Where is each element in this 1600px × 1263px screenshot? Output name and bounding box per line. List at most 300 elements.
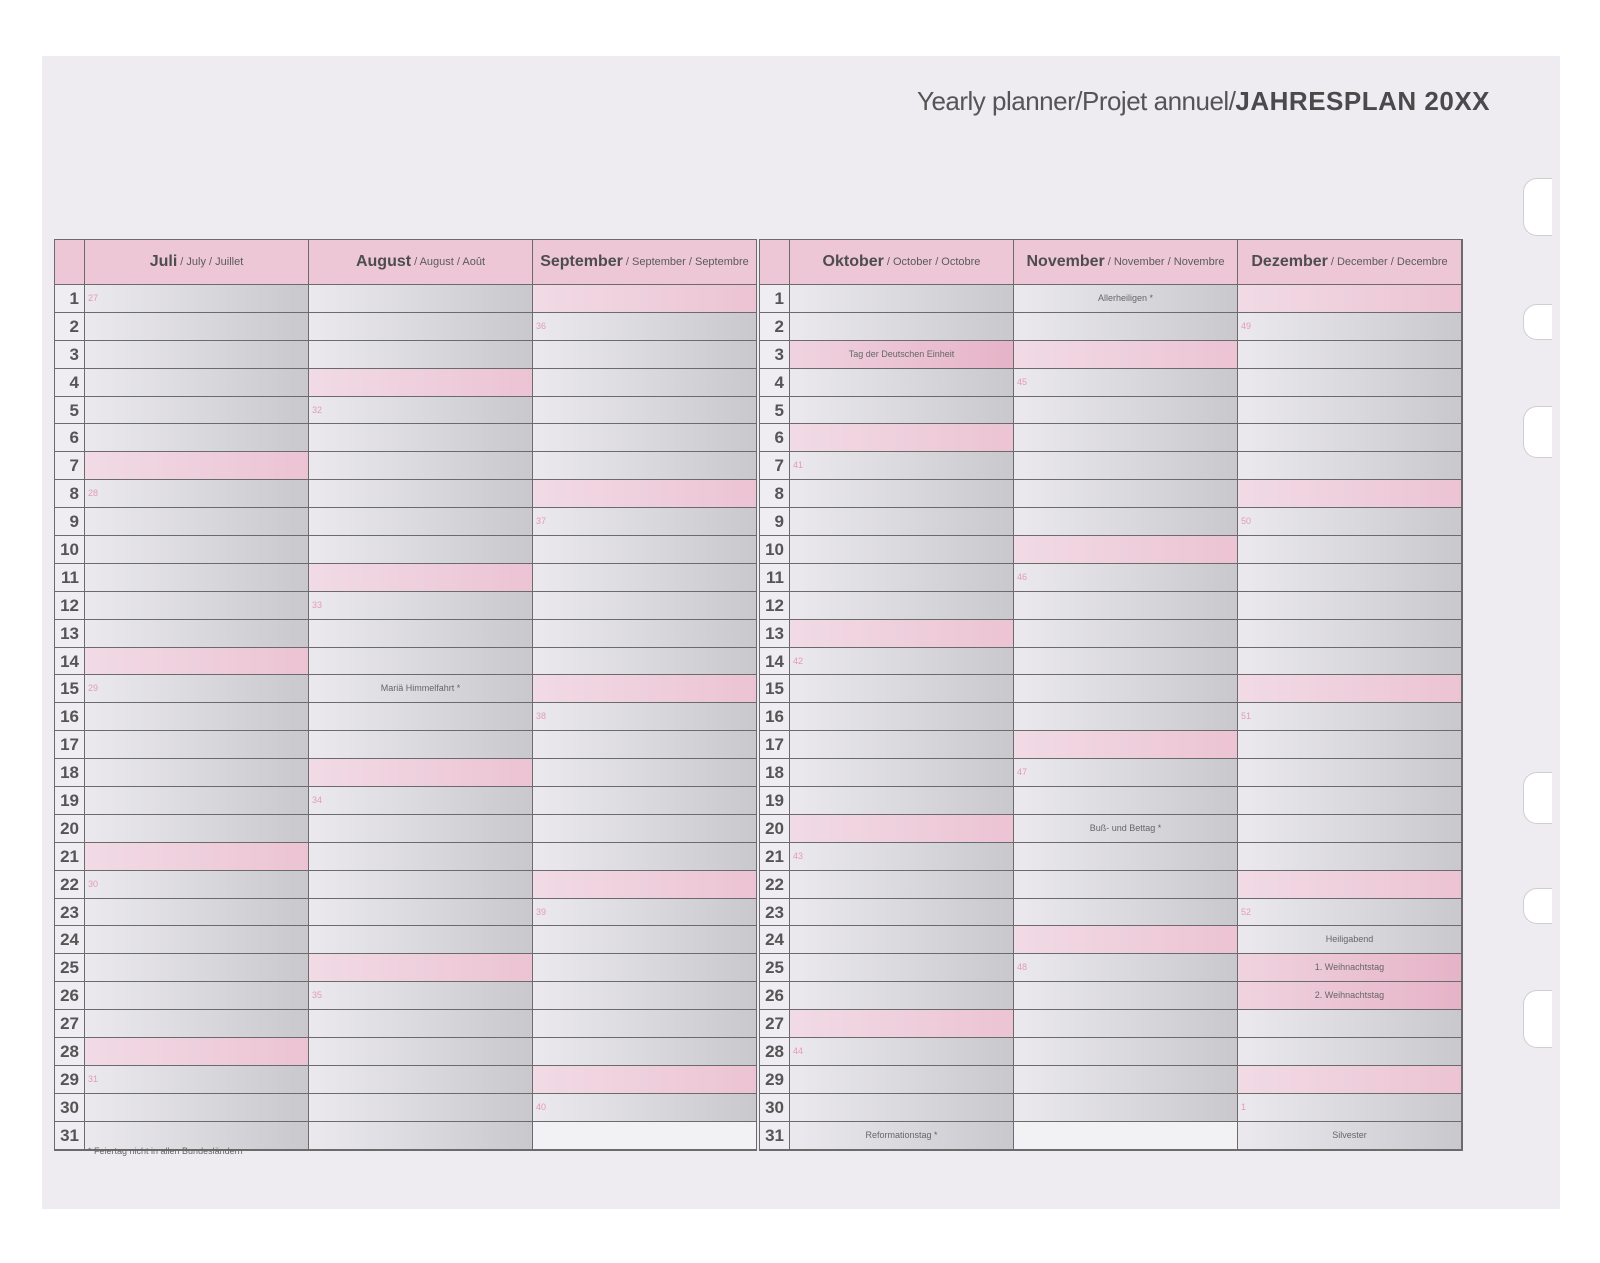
day-cell[interactable] [85,313,309,341]
day-cell[interactable] [1238,1038,1462,1066]
week-number: 50 [1241,516,1252,527]
day-number: 27 [55,1010,85,1038]
day-number: 5 [55,397,85,425]
day-number: 15 [55,675,85,703]
day-cell[interactable] [790,564,1014,592]
day-number: 7 [55,452,85,480]
day-cell[interactable] [309,899,533,927]
day-number: 25 [55,954,85,982]
day-cell[interactable] [85,648,309,676]
week-number: 46 [1017,571,1028,582]
day-cell[interactable] [1238,424,1462,452]
day-cell[interactable] [85,620,309,648]
day-number: 6 [760,424,790,452]
holiday-label: Mariä Himmelfahrt * [380,683,461,694]
day-number: 21 [55,843,85,871]
day-cell[interactable] [85,815,309,843]
day-number: 4 [760,369,790,397]
day-cell[interactable] [309,620,533,648]
day-number: 13 [760,620,790,648]
day-number: 23 [760,899,790,927]
day-cell [533,1122,757,1150]
day-cell[interactable] [790,369,1014,397]
page-title [917,86,1490,117]
day-number: 24 [55,926,85,954]
binder-hole [1523,304,1552,340]
day-cell[interactable] [1014,871,1238,899]
month-name: November [1026,253,1105,270]
day-cell[interactable] [790,592,1014,620]
day-cell[interactable] [85,954,309,982]
binder-hole [1523,888,1552,924]
day-cell[interactable] [533,313,757,341]
day-cell[interactable] [533,787,757,815]
week-number: 49 [1241,320,1252,331]
day-cell[interactable] [1238,899,1462,927]
week-number: 51 [1241,711,1252,722]
day-cell[interactable] [85,480,309,508]
day-number: 5 [760,397,790,425]
day-cell[interactable] [85,1066,309,1094]
day-number: 19 [55,787,85,815]
day-cell[interactable] [1238,815,1462,843]
day-cell[interactable] [1238,675,1462,703]
day-cell[interactable] [1014,536,1238,564]
day-cell[interactable] [1238,1094,1462,1122]
day-cell[interactable] [533,899,757,927]
binder-hole [1523,772,1552,824]
week-number: 52 [1241,906,1252,917]
day-cell[interactable] [790,508,1014,536]
day-cell[interactable] [1238,648,1462,676]
day-cell[interactable] [790,731,1014,759]
day-cell[interactable] [309,1066,533,1094]
day-cell[interactable] [1014,480,1238,508]
day-cell[interactable] [1014,954,1238,982]
month-header [790,240,1014,285]
day-cell[interactable] [309,341,533,369]
day-cell[interactable] [1238,452,1462,480]
day-cell[interactable] [1238,843,1462,871]
day-cell[interactable] [1014,564,1238,592]
day-cell[interactable] [1014,899,1238,927]
day-cell[interactable] [309,787,533,815]
day-number: 22 [55,871,85,899]
day-cell[interactable] [85,285,309,313]
day-cell[interactable] [533,397,757,425]
planner-sheet [42,56,1560,1209]
day-cell[interactable] [533,285,757,313]
day-cell[interactable] [790,787,1014,815]
month-header [1014,240,1238,285]
day-cell[interactable] [1238,313,1462,341]
day-cell[interactable] [1238,508,1462,536]
day-cell[interactable] [309,397,533,425]
day-cell[interactable] [533,815,757,843]
day-number: 30 [760,1094,790,1122]
week-number: 30 [88,878,99,889]
day-cell[interactable] [1014,1094,1238,1122]
day-number: 17 [760,731,790,759]
day-number: 18 [55,759,85,787]
day-cell[interactable] [533,452,757,480]
month-name: September [540,253,623,270]
day-number: 8 [55,480,85,508]
day-cell[interactable] [1014,703,1238,731]
month-translation: / August / Août [414,256,486,268]
day-cell[interactable] [533,564,757,592]
day-cell[interactable] [533,648,757,676]
day-cell[interactable] [790,1066,1014,1094]
day-number: 31 [760,1122,790,1150]
week-number: 43 [793,850,804,861]
day-cell[interactable] [1238,787,1462,815]
day-cell[interactable] [1238,397,1462,425]
day-cell[interactable] [790,1010,1014,1038]
day-number: 19 [760,787,790,815]
day-cell[interactable] [309,369,533,397]
day-cell[interactable] [309,648,533,676]
day-number: 18 [760,759,790,787]
day-cell[interactable] [309,424,533,452]
day-cell[interactable] [790,620,1014,648]
day-cell[interactable] [1238,536,1462,564]
day-cell[interactable] [790,843,1014,871]
day-cell[interactable] [309,1122,533,1150]
day-cell[interactable] [85,564,309,592]
day-cell[interactable] [309,313,533,341]
day-cell[interactable] [1238,369,1462,397]
day-cell[interactable] [1014,369,1238,397]
week-number: 35 [312,990,323,1001]
day-cell[interactable] [1238,341,1462,369]
day-number: 11 [760,564,790,592]
day-number: 28 [760,1038,790,1066]
day-cell[interactable] [1238,1066,1462,1094]
day-cell[interactable] [1014,397,1238,425]
week-number: 42 [793,655,804,666]
calendar-half-left [54,239,757,1151]
day-cell[interactable] [309,731,533,759]
day-cell[interactable] [1238,620,1462,648]
day-cell[interactable] [1014,341,1238,369]
day-cell[interactable] [1014,508,1238,536]
day-cell[interactable] [533,926,757,954]
day-number: 14 [760,648,790,676]
day-cell[interactable] [790,982,1014,1010]
day-cell[interactable] [1014,1038,1238,1066]
day-cell[interactable] [790,452,1014,480]
day-cell[interactable] [533,675,757,703]
day-number: 16 [55,703,85,731]
day-cell[interactable] [309,703,533,731]
day-cell[interactable] [1014,759,1238,787]
day-cell[interactable] [1014,424,1238,452]
day-cell[interactable] [85,1038,309,1066]
day-cell[interactable] [85,508,309,536]
week-number: 32 [312,404,323,415]
day-cell[interactable] [309,285,533,313]
week-number: 47 [1017,767,1028,778]
day-cell[interactable] [309,564,533,592]
day-cell[interactable] [85,843,309,871]
day-cell[interactable] [1238,1010,1462,1038]
day-cell[interactable] [1014,648,1238,676]
day-cell[interactable] [790,703,1014,731]
day-cell[interactable] [1014,982,1238,1010]
day-cell[interactable] [533,480,757,508]
day-cell[interactable] [1238,703,1462,731]
day-cell[interactable] [533,1010,757,1038]
day-cell[interactable] [309,843,533,871]
day-number: 4 [55,369,85,397]
day-number: 3 [55,341,85,369]
week-number: 41 [793,460,804,471]
day-cell[interactable] [1238,564,1462,592]
day-cell[interactable] [85,1010,309,1038]
day-cell[interactable] [790,1038,1014,1066]
week-number: 37 [536,516,547,527]
day-cell[interactable] [790,341,1014,369]
week-number: 29 [88,683,99,694]
day-cell[interactable] [85,982,309,1010]
day-cell[interactable] [1014,313,1238,341]
day-cell[interactable] [309,508,533,536]
day-cell[interactable] [533,536,757,564]
day-cell[interactable] [85,926,309,954]
day-cell [1014,1122,1238,1150]
week-number: 36 [536,320,547,331]
day-cell[interactable] [533,703,757,731]
day-cell[interactable] [790,899,1014,927]
day-number: 9 [55,508,85,536]
day-cell[interactable] [533,954,757,982]
day-number: 16 [760,703,790,731]
holiday-label: Allerheiligen * [1097,293,1154,303]
day-cell[interactable] [85,675,309,703]
day-cell[interactable] [309,954,533,982]
day-cell[interactable] [85,899,309,927]
day-number: 29 [55,1066,85,1094]
day-cell[interactable] [533,592,757,620]
day-cell[interactable] [790,648,1014,676]
day-cell[interactable] [85,341,309,369]
month-name: Juli [149,253,178,270]
day-number: 24 [760,926,790,954]
day-number: 27 [760,1010,790,1038]
calendar-half-right [759,239,1463,1151]
day-cell[interactable] [309,1094,533,1122]
day-cell[interactable] [1238,759,1462,787]
day-cell[interactable] [309,871,533,899]
week-number: 38 [536,711,547,722]
day-number: 25 [760,954,790,982]
binder-hole [1523,178,1552,236]
holiday-label: Silvester [1332,1129,1367,1140]
month-translation: / July / Juillet [180,256,244,268]
week-number: 45 [1017,376,1028,387]
day-cell[interactable] [533,871,757,899]
day-cell[interactable] [533,620,757,648]
day-number: 2 [55,313,85,341]
day-cell[interactable] [533,843,757,871]
day-cell[interactable] [85,369,309,397]
day-cell[interactable] [1238,285,1462,313]
day-cell[interactable] [309,675,533,703]
day-cell[interactable] [1238,1122,1462,1150]
month-translation: / November / Novembre [1107,256,1225,268]
day-number: 6 [55,424,85,452]
week-number: 33 [312,599,323,610]
day-cell[interactable] [790,313,1014,341]
holiday-label: 1. Weihnachtstag [1314,962,1385,973]
month-name: August [355,253,412,270]
week-number: 34 [312,795,323,806]
day-cell[interactable] [309,1010,533,1038]
day-number: 9 [760,508,790,536]
day-cell[interactable] [533,759,757,787]
day-cell[interactable] [85,871,309,899]
day-number: 11 [55,564,85,592]
day-cell[interactable] [790,285,1014,313]
month-header [533,240,757,285]
day-cell[interactable] [1238,731,1462,759]
binder-hole [1523,990,1552,1048]
day-cell[interactable] [1014,731,1238,759]
holiday-label: Tag der Deutschen Einheit [848,348,955,359]
day-cell[interactable] [790,1122,1014,1150]
day-cell[interactable] [85,536,309,564]
day-cell[interactable] [1014,675,1238,703]
day-cell[interactable] [309,982,533,1010]
day-cell[interactable] [1238,954,1462,982]
day-number: 12 [55,592,85,620]
day-cell[interactable] [85,592,309,620]
day-cell[interactable] [85,1094,309,1122]
day-cell[interactable] [309,926,533,954]
day-cell[interactable] [790,675,1014,703]
day-cell[interactable] [1014,843,1238,871]
day-cell[interactable] [309,536,533,564]
day-number: 28 [55,1038,85,1066]
month-header [1238,240,1462,285]
day-number: 1 [55,285,85,313]
day-cell[interactable] [85,424,309,452]
week-number: 48 [1017,962,1028,973]
day-number: 15 [760,675,790,703]
day-number: 21 [760,843,790,871]
day-cell[interactable] [790,1094,1014,1122]
day-cell[interactable] [790,954,1014,982]
week-number: 28 [88,488,99,499]
day-cell[interactable] [1014,1066,1238,1094]
day-cell[interactable] [1014,285,1238,313]
day-cell[interactable] [533,731,757,759]
day-cell[interactable] [790,424,1014,452]
day-cell[interactable] [533,1038,757,1066]
month-name: Oktober [822,253,884,270]
day-cell[interactable] [1238,982,1462,1010]
day-number: 23 [55,899,85,927]
day-number: 2 [760,313,790,341]
week-number: 31 [88,1073,99,1084]
day-cell[interactable] [309,815,533,843]
day-cell[interactable] [790,536,1014,564]
day-cell[interactable] [533,508,757,536]
day-number: 30 [55,1094,85,1122]
week-number: 39 [536,906,547,917]
day-cell[interactable] [85,397,309,425]
day-cell[interactable] [790,815,1014,843]
day-cell[interactable] [1014,815,1238,843]
day-number: 1 [760,285,790,313]
day-number: 20 [760,815,790,843]
day-cell[interactable] [533,1066,757,1094]
holiday-label: Heiligabend [1325,934,1374,945]
day-cell[interactable] [1014,787,1238,815]
day-cell[interactable] [1014,620,1238,648]
footnote: * Feiertag nicht in allen Bundesländern [88,1146,243,1156]
holiday-label: 2. Weihnachtstag [1314,990,1385,1001]
day-cell[interactable] [1238,926,1462,954]
day-number: 31 [55,1122,85,1150]
day-cell[interactable] [790,759,1014,787]
day-number: 29 [760,1066,790,1094]
day-cell[interactable] [533,424,757,452]
day-cell[interactable] [309,759,533,787]
day-cell[interactable] [85,703,309,731]
day-cell[interactable] [1238,480,1462,508]
day-number: 14 [55,648,85,676]
day-cell[interactable] [85,452,309,480]
month-name: Dezember [1251,253,1328,270]
day-cell[interactable] [790,926,1014,954]
day-number: 10 [55,536,85,564]
day-cell[interactable] [533,369,757,397]
day-cell[interactable] [1014,1010,1238,1038]
week-number: 1 [1241,1101,1247,1112]
day-cell[interactable] [533,982,757,1010]
day-cell[interactable] [309,480,533,508]
week-number: 40 [536,1101,547,1112]
day-cell[interactable] [309,452,533,480]
day-cell[interactable] [85,759,309,787]
day-cell[interactable] [1238,592,1462,620]
day-cell[interactable] [85,787,309,815]
day-number: 8 [760,480,790,508]
binder-hole [1523,406,1552,458]
day-cell[interactable] [533,1094,757,1122]
day-cell[interactable] [309,1038,533,1066]
day-cell[interactable] [790,480,1014,508]
day-cell[interactable] [533,341,757,369]
day-number: 22 [760,871,790,899]
day-number: 20 [55,815,85,843]
day-cell[interactable] [1238,871,1462,899]
calendar-grid [54,239,1463,1151]
day-cell[interactable] [1014,926,1238,954]
day-cell[interactable] [85,731,309,759]
month-translation: / October / Octobre [886,256,981,268]
day-cell[interactable] [309,592,533,620]
day-cell[interactable] [790,397,1014,425]
day-number: 17 [55,731,85,759]
day-cell[interactable] [790,871,1014,899]
day-cell[interactable] [1014,592,1238,620]
day-cell[interactable] [1014,452,1238,480]
month-header [85,240,309,285]
header-corner [55,240,85,285]
